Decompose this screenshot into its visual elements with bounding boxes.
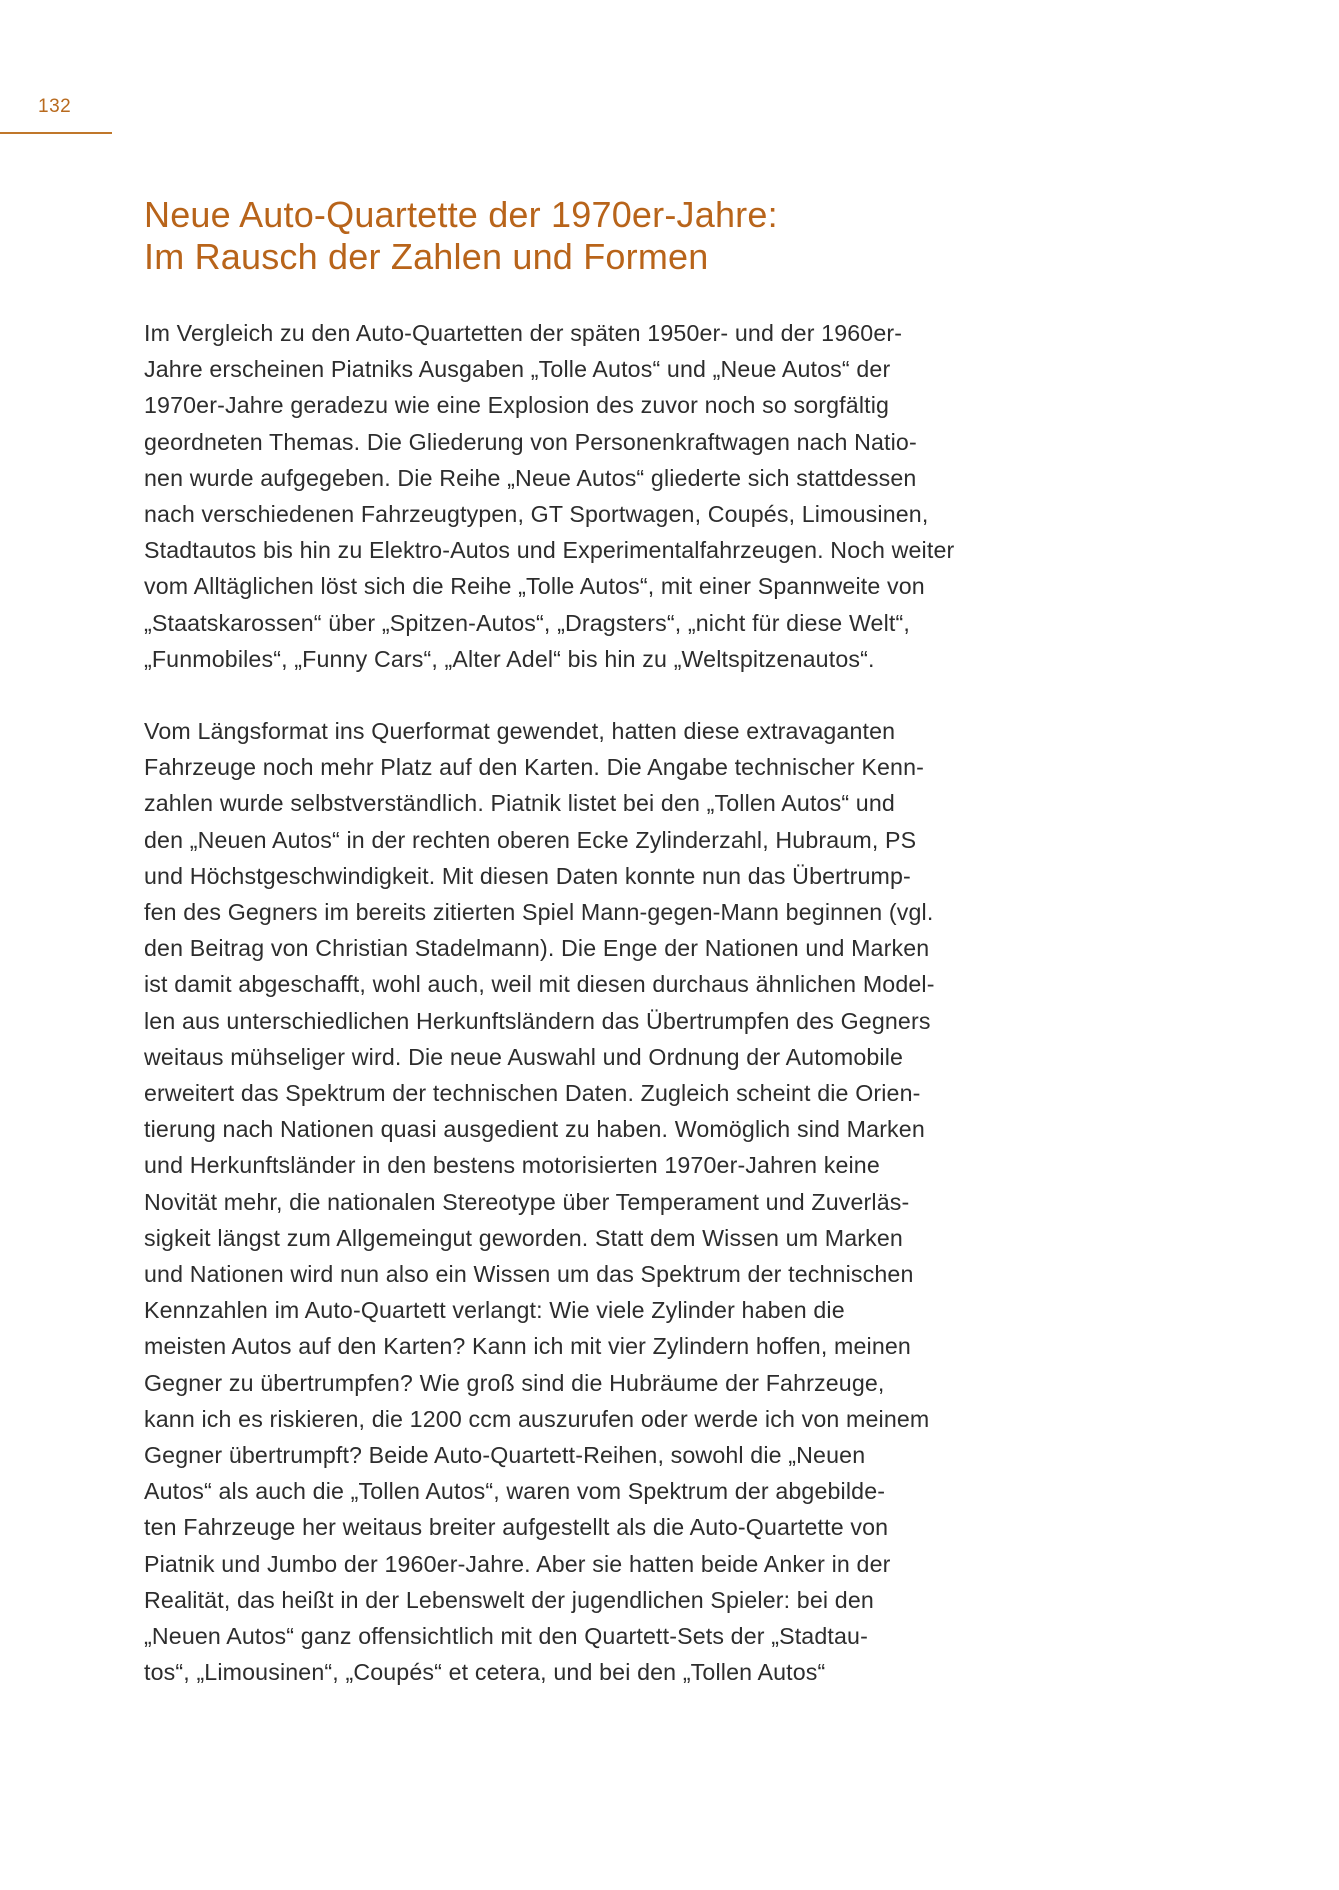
text-line: kann ich es riskieren, die 1200 ccm auszurufen oder werde ich von meinem <box>144 1405 930 1432</box>
page-number-rule <box>0 132 112 134</box>
text-line: „Neuen Autos“ ganz offensichtlich mit den Quartett-Sets der „Stadtau- <box>144 1623 868 1650</box>
article-title-line: Im Rausch der Zahlen und Formen <box>144 236 709 277</box>
page-number: 132 <box>38 96 72 117</box>
text-line: Stadtautos bis hin zu Elektro-Autos und Experimentalfahrzeugen. Noch weiter <box>144 537 955 564</box>
text-line: Jahre erscheinen Piatniks Ausgaben „Tolle Autos“ und „Neue Autos“ der <box>144 356 891 383</box>
text-line: Fahrzeuge noch mehr Platz auf den Karten. Die Angabe technischer Kenn- <box>144 754 925 781</box>
text-line: sigkeit längst zum Allgemeingut geworden. Statt dem Wissen um Marken <box>144 1224 903 1251</box>
text-line: und Herkunftsländer in den bestens motorisierten 1970er-Jahren keine <box>144 1152 880 1179</box>
text-line: ist damit abgeschafft, wohl auch, weil mit diesen durchaus ähnlichen Model- <box>144 971 935 998</box>
text-line: den Beitrag von Christian Stadelmann). Die Enge der Nationen und Marken <box>144 935 930 962</box>
text-line: Im Vergleich zu den Auto-Quartetten der späten 1950er- und der 1960er- <box>144 320 903 346</box>
text-line: und Nationen wird nun also ein Wissen um das Spektrum der technischen <box>144 1261 914 1288</box>
text-line: len aus unterschiedlichen Herkunftsländern das Übertrumpfen des Gegners <box>144 1007 931 1034</box>
text-line: „Staatskarossen“ über „Spitzen-Autos“, „Dragsters“, „nicht für diese Welt“, <box>144 609 910 636</box>
text-line: geordneten Themas. Die Gliederung von Personenkraftwagen nach Natio- <box>144 428 917 455</box>
text-line: nach verschiedenen Fahrzeugtypen, GT Sportwagen, Coupés, Limousinen, <box>144 501 929 528</box>
text-line: erweitert das Spektrum der technischen Daten. Zugleich scheint die Orien- <box>144 1080 921 1107</box>
article-title <box>144 194 1144 278</box>
text-line: Vom Längsformat ins Querformat gewendet, hatten diese extravaganten <box>144 718 896 744</box>
text-line: meisten Autos auf den Karten? Kann ich mit vier Zylindern hoffen, meinen <box>144 1333 911 1360</box>
text-line: Gegner zu übertrumpfen? Wie groß sind die Hubräume der Fahrzeuge, <box>144 1369 885 1396</box>
text-line: nen wurde aufgegeben. Die Reihe „Neue Autos“ gliederte sich stattdessen <box>144 464 917 491</box>
text-line: und Höchstgeschwindigkeit. Mit diesen Daten konnte nun das Übertrump- <box>144 862 911 889</box>
text-line: Gegner übertrumpft? Beide Auto-Quartett-Reihen, sowohl die „Neuen <box>144 1442 866 1469</box>
text-line: Piatnik und Jumbo der 1960er-Jahre. Aber sie hatten beide Anker in der <box>144 1550 891 1577</box>
text-line: fen des Gegners im bereits zitierten Spiel Mann-gegen-Mann beginnen (vgl. <box>144 899 934 926</box>
text-line: vom Alltäglichen löst sich die Reihe „Tolle Autos“, mit einer Spannweite von <box>144 573 925 600</box>
text-line: tos“, „Limousinen“, „Coupés“ et cetera, und bei den „Tollen Autos“ <box>144 1659 826 1686</box>
text-line: „Funmobiles“, „Funny Cars“, „Alter Adel“ bis hin zu „Weltspitzenautos“. <box>144 645 875 672</box>
text-line: ten Fahrzeuge her weitaus breiter aufgestellt als die Auto-Quartette von <box>144 1514 889 1541</box>
text-line: Realität, das heißt in der Lebenswelt der jugendlichen Spieler: bei den <box>144 1586 874 1613</box>
text-line: den „Neuen Autos“ in der rechten oberen Ecke Zylinderzahl, Hubraum, PS <box>144 826 917 853</box>
article-title-line: Neue Auto-Quartette der 1970er-Jahre: <box>144 194 778 235</box>
text-line: tierung nach Nationen quasi ausgedient zu haben. Womöglich sind Marken <box>144 1116 925 1143</box>
text-line: Novität mehr, die nationalen Stereotype über Temperament und Zuverläs- <box>144 1188 910 1215</box>
text-line: 1970er-Jahre geradezu wie eine Explosion des zuvor noch so sorgfältig <box>144 392 890 419</box>
body-paragraph-2 <box>144 713 1044 1690</box>
text-line: Autos“ als auch die „Tollen Autos“, waren vom Spektrum der abgebilde- <box>144 1478 886 1505</box>
text-line: Kennzahlen im Auto-Quartett verlangt: Wie viele Zylinder haben die <box>144 1297 845 1324</box>
text-line: zahlen wurde selbstverständlich. Piatnik listet bei den „Tollen Autos“ und <box>144 790 895 817</box>
body-paragraph-1 <box>144 315 1044 677</box>
text-line: weitaus mühseliger wird. Die neue Auswahl und Ordnung der Automobile <box>144 1043 904 1070</box>
